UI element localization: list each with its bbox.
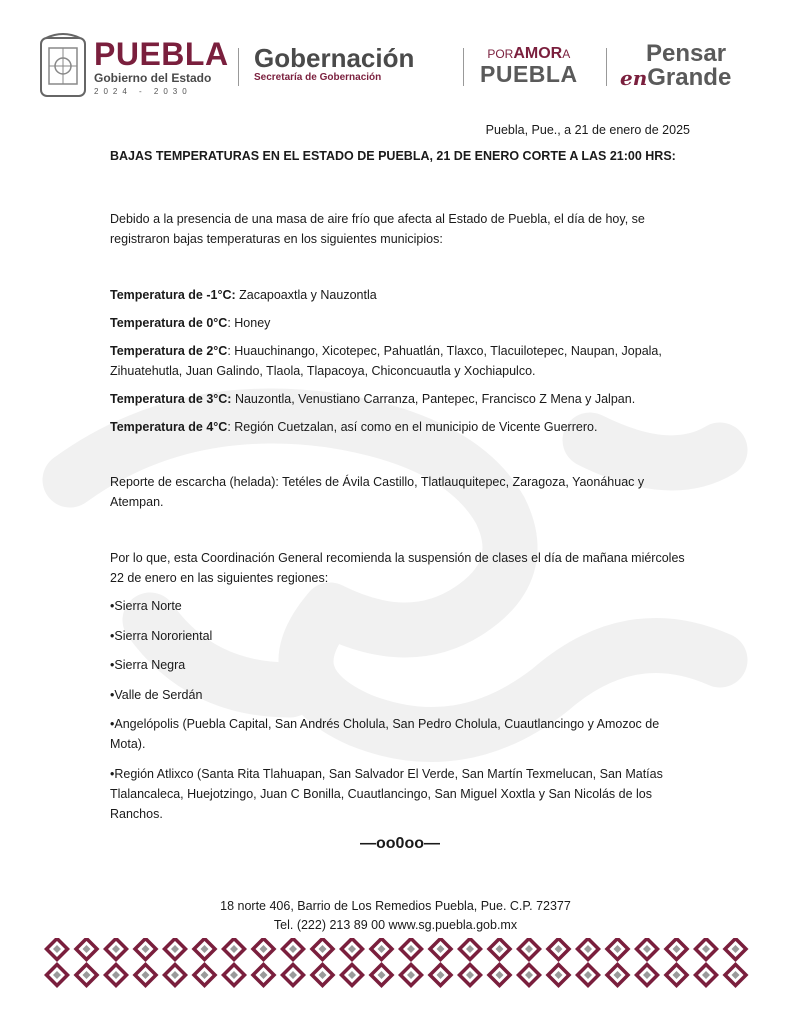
border-tile [723, 962, 749, 988]
border-tile [133, 962, 159, 988]
temperature-text: Zacapoaxtla y Nauzontla [235, 288, 377, 302]
border-tile [162, 938, 188, 962]
gob-subtitle: Secretaría de Gobernación [254, 72, 382, 83]
region-item: •Sierra Nororiental [110, 628, 213, 643]
border-tile [634, 962, 660, 988]
puebla-brand [94, 38, 229, 96]
temperature-item [110, 285, 690, 305]
por-amor-a-puebla-brand [480, 46, 578, 86]
border-tile [487, 938, 513, 962]
amor-amor: AMOR [513, 45, 563, 62]
region-item: •Región Atlixco (Santa Rita Tlahuapan, San Salvador El Verde, San Martín Texmelucan, San Matías Tlalancaleca, Huejotzingo, Juan C Bonilla, Cuautlancingo, San Miguel Xoxtla y San Nicolás de los Ranchos. [110, 766, 663, 821]
gob-title: Gobernación [254, 43, 415, 73]
border-tile [192, 938, 218, 962]
footer-address: 18 norte 406, Barrio de Los Remedios Puebla, Pue. C.P. 72377 [220, 899, 571, 913]
border-tile [605, 938, 631, 962]
header-divider [238, 48, 239, 86]
temperature-item [110, 389, 690, 409]
temperature-item [110, 341, 690, 381]
footer [0, 897, 791, 935]
amor-por: POR [487, 47, 514, 61]
border-tile [74, 938, 100, 962]
intro-paragraph: Debido a la presencia de una masa de aire frío que afecta al Estado de Puebla, el día de hoy, se registraron bajas temperaturas en los siguientes municipios: [110, 212, 645, 246]
recommendation-paragraph: Por lo que, esta Coordinación General recomienda la suspensión de clases el día de mañana miércoles 22 de enero en las siguientes regiones: [110, 551, 685, 585]
border-tile [251, 938, 277, 962]
brand-years: 2024 - 2030 [94, 87, 192, 96]
temperature-text: : Honey [227, 316, 271, 330]
border-tile [369, 962, 395, 988]
border-tile [251, 962, 277, 988]
border-tile [133, 938, 159, 962]
temperature-text: : Huauchinango, Xicotepec, Pahuatlán, Tlaxco, Tlacuilotepec, Naupan, Jopala, Zihuatehutla, Juan Galindo, Tlaola, Tlapacoya, Chiconcuautla y Xochiapulco. [110, 344, 662, 378]
border-tile [192, 962, 218, 988]
temperature-item [110, 417, 690, 437]
border-tile [103, 962, 129, 988]
border-tile [546, 938, 572, 962]
border-tile [546, 962, 572, 988]
border-tile [369, 938, 395, 962]
border-tile [398, 938, 424, 962]
letterhead [38, 28, 753, 108]
region-item: •Valle de Serdán [110, 687, 203, 702]
border-tile [487, 962, 513, 988]
border-tile [516, 938, 542, 962]
border-tile [693, 962, 719, 988]
border-tile [664, 962, 690, 988]
border-tile [428, 962, 454, 988]
document-body [110, 120, 690, 854]
gobernacion-brand [254, 44, 414, 83]
border-tile [664, 938, 690, 962]
border-tile [457, 962, 483, 988]
brand-subtitle: Gobierno del Estado [94, 71, 212, 85]
temperature-label: Temperatura de -1°C: [110, 288, 236, 302]
border-tile [44, 962, 70, 988]
border-tile [428, 938, 454, 962]
border-tile [280, 962, 306, 988]
border-tile [44, 938, 70, 962]
border-tile [280, 938, 306, 962]
pensar-grande: Grande [647, 64, 732, 91]
border-tile [575, 962, 601, 988]
border-tile [162, 962, 188, 988]
region-item: •Sierra Norte [110, 599, 182, 613]
temperature-text: Nauzontla, Venustiano Carranza, Pantepec, Francisco Z Mena y Jalpan. [231, 392, 636, 406]
border-tile [103, 938, 129, 962]
brand-title: PUEBLA [94, 36, 229, 72]
border-tile [221, 938, 247, 962]
temperature-label: Temperatura de 2°C [110, 344, 228, 358]
amor-a: A [562, 47, 571, 61]
header-divider [606, 48, 607, 86]
frost-report: Reporte de escarcha (helada): Tetéles de Ávila Castillo, Tlatlauquitepec, Zaragoza, Yaonáhuac y Atempan. [110, 475, 645, 509]
temperature-label: Temperatura de 0°C [110, 316, 228, 330]
border-tile [634, 938, 660, 962]
border-tile [516, 962, 542, 988]
border-tile [398, 962, 424, 988]
region-item: •Sierra Negra [110, 658, 186, 673]
closing-mark: —oo0oo— [360, 834, 440, 852]
amor-puebla: PUEBLA [480, 61, 578, 87]
document-date: Puebla, Pue., a 21 de enero de 2025 [485, 123, 690, 137]
temperature-text: : Región Cuetzalan, así como en el municipio de Vicente Guerrero. [227, 420, 598, 434]
border-tile [723, 938, 749, 962]
border-tile [310, 962, 336, 988]
border-tile [74, 962, 100, 988]
pensar-word: Pensar [646, 40, 727, 67]
document-heading: BAJAS TEMPERATURAS EN EL ESTADO DE PUEBLA, 21 DE ENERO CORTE A LAS 21:00 HRS: [110, 149, 676, 163]
header-divider [463, 48, 464, 86]
temperature-label: Temperatura de 4°C [110, 420, 228, 434]
border-tile [221, 962, 247, 988]
border-tile [310, 938, 336, 962]
border-tile [605, 962, 631, 988]
temperature-item [110, 313, 690, 333]
temperature-label: Temperatura de 3°C: [110, 392, 232, 406]
border-tile [575, 938, 601, 962]
footer-contact: Tel. (222) 213 89 00 www.sg.puebla.gob.mx [273, 918, 518, 932]
region-item: •Angelópolis (Puebla Capital, San Andrés Cholula, San Pedro Cholula, Cuautlancingo y Amozoc de Mota). [110, 717, 660, 752]
border-tile [457, 938, 483, 962]
border-tile [339, 962, 365, 988]
border-tile [339, 938, 365, 962]
pensar-en-grande-brand [620, 42, 731, 90]
pensar-en: en [620, 66, 648, 90]
state-seal-icon [38, 30, 88, 100]
border-tile [693, 938, 719, 962]
decorative-border [42, 938, 752, 988]
